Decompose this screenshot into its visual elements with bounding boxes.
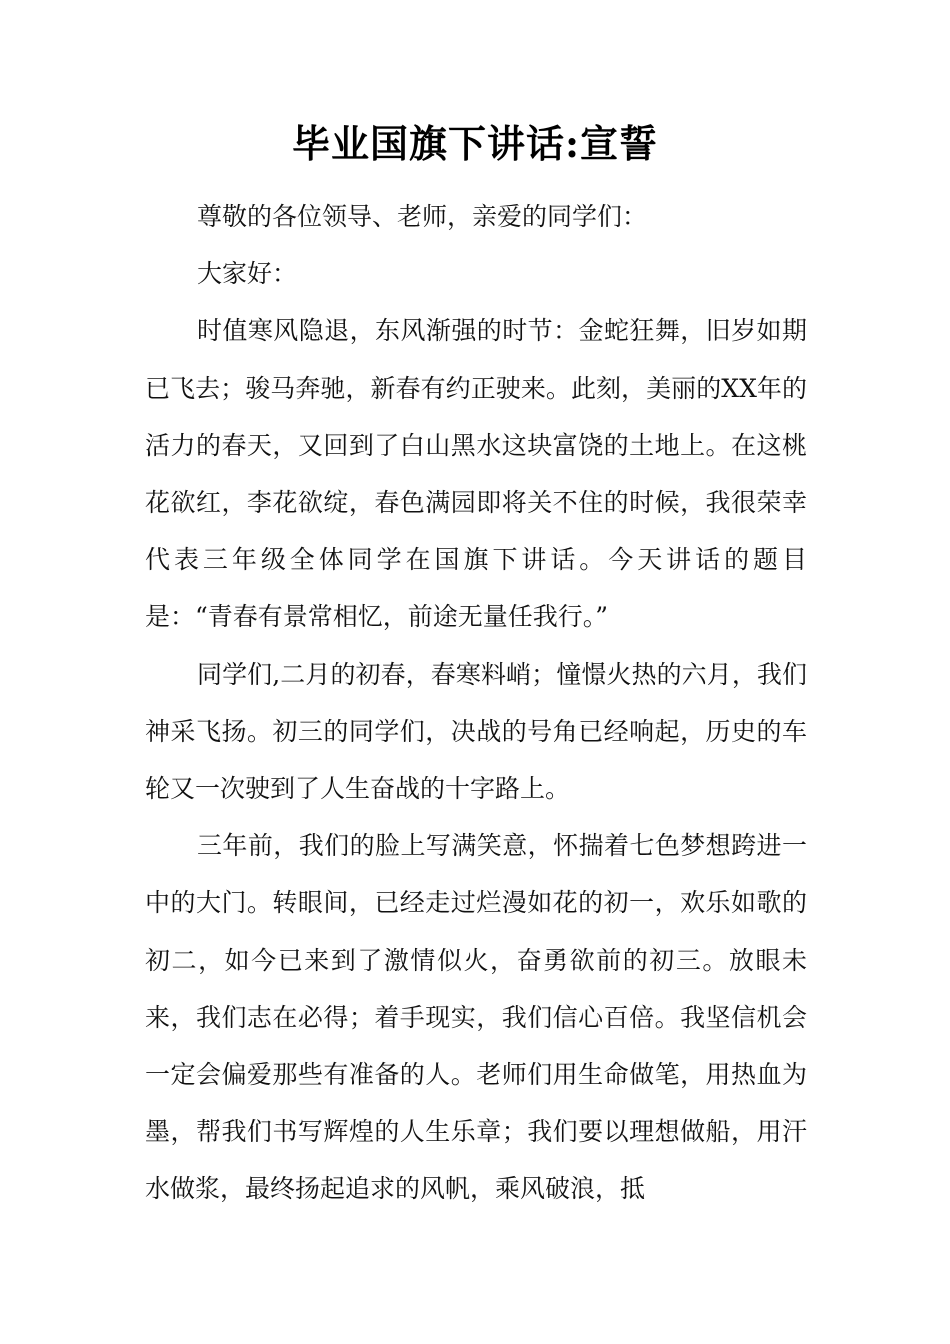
document-body (145, 188, 807, 1218)
salutation-paragraph: 尊敬的各位领导、老师，亲爱的同学们： (197, 202, 648, 231)
document-title: 毕业国旗下讲话:宣誓 (291, 121, 659, 166)
body-paragraph: 三年前，我们的脸上写满笑意，怀揣着七色梦想跨进一中的大门。转眼间，已经走过烂漫如花的初一，欢乐如歌的初二，如今已来到了激情似火，奋勇欲前的初三。放眼未来，我们志在必得；着手现实，我们信心百倍。我坚信机会一定会偏爱那些有准备的人。老师们用生命做笔，用热血为墨，帮我们书写辉煌的人生乐章；我们要以理想做船，用汗水做浆，最终扬起追求的风帆，乘风破浪，抵 (145, 831, 807, 1204)
greeting-paragraph: 大家好： (197, 259, 298, 289)
body-paragraph: 时值寒风隐退，东风渐强的时节：金蛇狂舞，旧岁如期已飞去；骏马奔驰，新春有约正驶来。此刻，美丽的XX年的活力的春天，又回到了白山黑水这块富饶的土地上。在这桃花欲红，李花欲绽，春色满园即将关不住的时候，我很荣幸代表三年级全体同学在国旗下讲话。今天讲话的题目是：“青春有景常相忆，前途无量任我行。” (145, 316, 807, 632)
body-paragraph: 同学们,二月的初春，春寒料峭；憧憬火热的六月，我们神采飞扬。初三的同学们，决战的号角已经响起，历史的车轮又一次驶到了人生奋战的十字路上。 (145, 659, 807, 804)
